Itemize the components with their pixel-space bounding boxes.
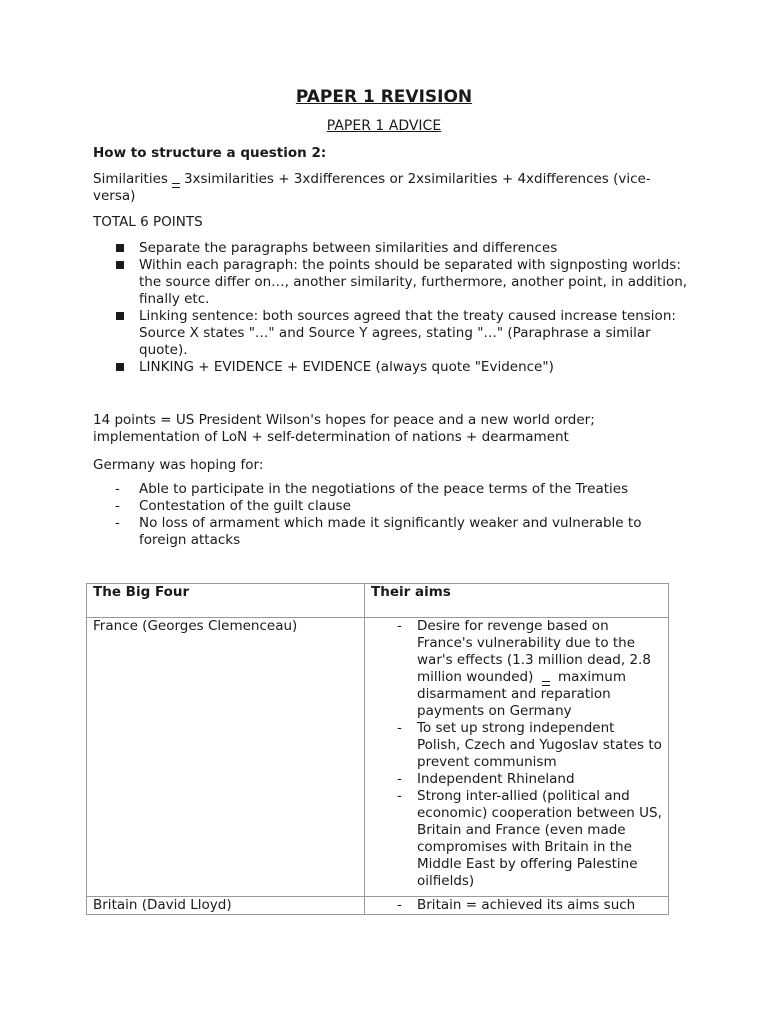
table-header-cell: The Big Four — [87, 584, 365, 618]
table-cell-country: France (Georges Clemenceau) — [87, 618, 365, 897]
list-item: Separate the paragraphs between similarities and differences — [93, 240, 693, 257]
list-item: - No loss of armament which made it significantly weaker and vulnerable to foreign attacks — [93, 515, 693, 549]
similarities-label: Similarities — [93, 171, 168, 187]
list-item: - Independent Rhineland — [371, 771, 662, 788]
table-cell-country: Britain (David Lloyd) — [87, 897, 365, 915]
similarities-paragraph — [93, 171, 683, 205]
table-row — [87, 618, 669, 897]
list-item: - Able to participate in the negotiations of the peace terms of the Treaties — [93, 481, 693, 498]
table-cell-aims — [365, 618, 669, 897]
structure-bullets — [93, 240, 693, 376]
list-item: LINKING + EVIDENCE + EVIDENCE (always quote "Evidence") — [93, 359, 693, 376]
fourteen-points-paragraph: 14 points = US President Wilson's hopes for peace and a new world order; implementation of LoN + self-determination of nations + dearmament — [93, 412, 595, 445]
germany-intro: Germany was hoping for: — [93, 457, 264, 473]
list-item: - Britain = achieved its aims such — [371, 897, 662, 914]
page-subtitle: PAPER 1 ADVICE — [326, 118, 442, 134]
question2-heading: How to structure a question 2: — [93, 145, 327, 161]
big-four-table — [86, 583, 669, 915]
similarities-text: 3xsimilarities + 3xdifferences or 2xsimilarities + 4xdifferences (vice-versa) — [93, 171, 651, 204]
total-points: TOTAL 6 POINTS — [93, 214, 203, 230]
table-cell-aims — [365, 897, 669, 915]
germany-list — [93, 481, 693, 549]
page-title: PAPER 1 REVISION — [295, 87, 473, 107]
table-header-cell: Their aims — [365, 584, 669, 618]
list-item: Linking sentence: both sources agreed that the treaty caused increase tension: Source X states "…" and Source Y agrees, stating "…" (Paraphrase a similar quote). — [93, 308, 693, 359]
list-item: - Strong inter-allied (political and economic) cooperation between US, Britain and France (even made compromises with Britain in the Middle East by offering Palestine oilfields) — [371, 788, 662, 890]
list-item: - Contestation of the guilt clause — [93, 498, 693, 515]
list-item: Within each paragraph: the points should be separated with signposting worlds: the source differ on…, another similarity, furthermore, another point, in addition, finally etc. — [93, 257, 693, 308]
equals-symbol — [172, 183, 180, 188]
list-item: - Desire for revenge based on France's vulnerability due to the war's effects (1.3 million dead, 2.8 million wounded) maximum disarmament and reparation payments on Germany — [371, 618, 662, 720]
table-row — [87, 897, 669, 915]
list-item: - To set up strong independent Polish, Czech and Yugoslav states to prevent communism — [371, 720, 662, 771]
table-header-row — [87, 584, 669, 618]
